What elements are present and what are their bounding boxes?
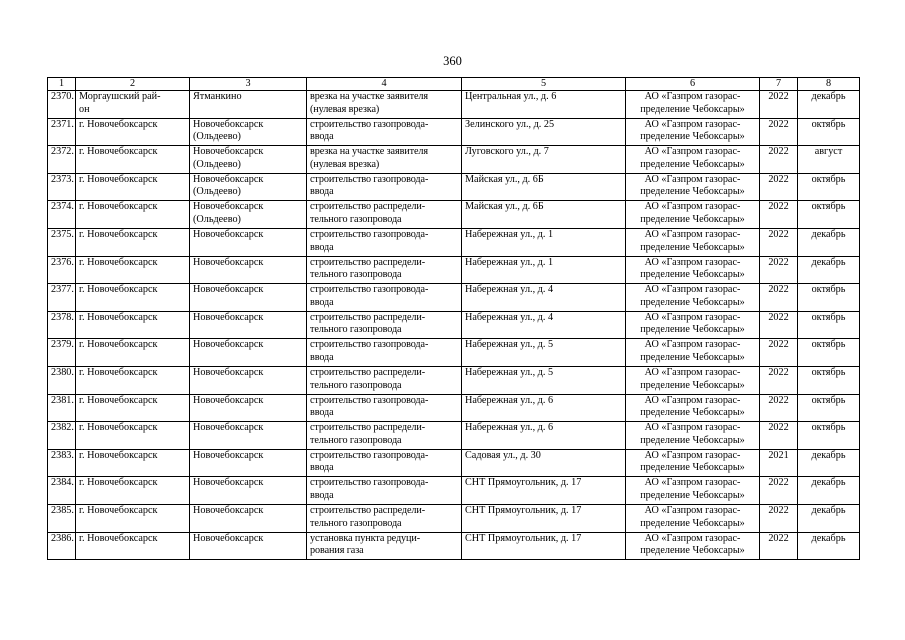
year-cell: 2022	[760, 366, 798, 394]
column-header: 2	[76, 78, 190, 91]
row-number-cell: 2374.	[48, 201, 76, 229]
settlement-cell: Новочебоксарск	[190, 228, 307, 256]
work-type-cell: строительство распредели- тельного газопровода	[307, 366, 462, 394]
address-cell: СНТ Прямоугольник, д. 17	[462, 504, 626, 532]
organization-cell: АО «Газпром газорас- пределение Чебоксары»	[626, 504, 760, 532]
settlement-cell: Новочебоксарск	[190, 311, 307, 339]
year-cell: 2022	[760, 256, 798, 284]
organization-cell: АО «Газпром газорас- пределение Чебоксары»	[626, 173, 760, 201]
year-cell: 2022	[760, 504, 798, 532]
work-type-cell: строительство газопровода- ввода	[307, 228, 462, 256]
district-cell: г. Новочебоксарск	[76, 284, 190, 312]
table-row	[48, 504, 860, 532]
organization-cell: АО «Газпром газорас- пределение Чебоксары»	[626, 256, 760, 284]
settlement-cell: Новочебоксарск (Ольдеево)	[190, 201, 307, 229]
work-type-cell: строительство газопровода- ввода	[307, 118, 462, 146]
year-cell: 2022	[760, 201, 798, 229]
district-cell: г. Новочебоксарск	[76, 228, 190, 256]
year-cell: 2022	[760, 228, 798, 256]
page-number: 360	[443, 54, 462, 68]
row-number-cell: 2381.	[48, 394, 76, 422]
address-cell: Садовая ул., д. 30	[462, 449, 626, 477]
column-header: 6	[626, 78, 760, 91]
row-number-cell: 2373.	[48, 173, 76, 201]
table-row	[48, 173, 860, 201]
table-row	[48, 532, 860, 560]
table-row	[48, 477, 860, 505]
year-cell: 2022	[760, 532, 798, 560]
settlement-cell: Новочебоксарск (Ольдеево)	[190, 173, 307, 201]
work-type-cell: строительство газопровода- ввода	[307, 339, 462, 367]
address-cell: Майская ул., д. 6Б	[462, 173, 626, 201]
month-cell: декабрь	[798, 449, 860, 477]
work-type-cell: установка пункта редуци- рования газа	[307, 532, 462, 560]
month-cell: октябрь	[798, 422, 860, 450]
work-type-cell: строительство газопровода- ввода	[307, 284, 462, 312]
organization-cell: АО «Газпром газорас- пределение Чебоксары»	[626, 532, 760, 560]
table-row	[48, 118, 860, 146]
work-type-cell: строительство газопровода- ввода	[307, 449, 462, 477]
year-cell: 2022	[760, 284, 798, 312]
district-cell: г. Новочебоксарск	[76, 422, 190, 450]
district-cell: Моргаушский рай- он	[76, 91, 190, 119]
organization-cell: АО «Газпром газорас- пределение Чебоксары»	[626, 201, 760, 229]
table-row	[48, 366, 860, 394]
settlement-cell: Новочебоксарск	[190, 532, 307, 560]
year-cell: 2021	[760, 449, 798, 477]
table-row	[48, 311, 860, 339]
month-cell: октябрь	[798, 201, 860, 229]
month-cell: декабрь	[798, 91, 860, 119]
table-row	[48, 256, 860, 284]
district-cell: г. Новочебоксарск	[76, 311, 190, 339]
row-number-cell: 2379.	[48, 339, 76, 367]
column-header: 3	[190, 78, 307, 91]
district-cell: г. Новочебоксарск	[76, 532, 190, 560]
table-header-row	[48, 78, 860, 91]
year-cell: 2022	[760, 311, 798, 339]
organization-cell: АО «Газпром газорас- пределение Чебоксары»	[626, 91, 760, 119]
work-type-cell: строительство распредели- тельного газопровода	[307, 201, 462, 229]
address-cell: Набережная ул., д. 5	[462, 366, 626, 394]
work-type-cell: строительство распредели- тельного газопровода	[307, 311, 462, 339]
year-cell: 2022	[760, 422, 798, 450]
month-cell: декабрь	[798, 228, 860, 256]
address-cell: Центральная ул., д. 6	[462, 91, 626, 119]
organization-cell: АО «Газпром газорас- пределение Чебоксары»	[626, 284, 760, 312]
year-cell: 2022	[760, 146, 798, 174]
address-cell: Майская ул., д. 6Б	[462, 201, 626, 229]
settlement-cell: Новочебоксарск	[190, 256, 307, 284]
row-number-cell: 2375.	[48, 228, 76, 256]
settlement-cell: Новочебоксарск	[190, 477, 307, 505]
row-number-cell: 2383.	[48, 449, 76, 477]
table-row	[48, 449, 860, 477]
row-number-cell: 2380.	[48, 366, 76, 394]
column-header: 1	[48, 78, 76, 91]
settlement-cell: Новочебоксарск (Ольдеево)	[190, 146, 307, 174]
settlement-cell: Новочебоксарск	[190, 394, 307, 422]
organization-cell: АО «Газпром газорас- пределение Чебоксары»	[626, 311, 760, 339]
work-type-cell: строительство газопровода- ввода	[307, 173, 462, 201]
year-cell: 2022	[760, 339, 798, 367]
month-cell: октябрь	[798, 339, 860, 367]
work-type-cell: врезка на участке заявителя (нулевая врезка)	[307, 91, 462, 119]
address-cell: СНТ Прямоугольник, д. 17	[462, 477, 626, 505]
settlement-cell: Новочебоксарск	[190, 284, 307, 312]
row-number-cell: 2378.	[48, 311, 76, 339]
table-row	[48, 339, 860, 367]
gasification-schedule-table	[47, 77, 860, 560]
district-cell: г. Новочебоксарск	[76, 118, 190, 146]
settlement-cell: Новочебоксарск	[190, 504, 307, 532]
table-row	[48, 394, 860, 422]
month-cell: октябрь	[798, 394, 860, 422]
table-row	[48, 91, 860, 119]
table-body	[48, 91, 860, 560]
address-cell: Набережная ул., д. 6	[462, 422, 626, 450]
settlement-cell: Новочебоксарск	[190, 339, 307, 367]
address-cell: Набережная ул., д. 5	[462, 339, 626, 367]
settlement-cell: Новочебоксарск	[190, 422, 307, 450]
organization-cell: АО «Газпром газорас- пределение Чебоксары»	[626, 394, 760, 422]
district-cell: г. Новочебоксарск	[76, 449, 190, 477]
row-number-cell: 2384.	[48, 477, 76, 505]
table-row	[48, 228, 860, 256]
work-type-cell: строительство газопровода- ввода	[307, 394, 462, 422]
row-number-cell: 2382.	[48, 422, 76, 450]
district-cell: г. Новочебоксарск	[76, 146, 190, 174]
address-cell: Набережная ул., д. 1	[462, 228, 626, 256]
table-row	[48, 201, 860, 229]
district-cell: г. Новочебоксарск	[76, 366, 190, 394]
work-type-cell: строительство распредели- тельного газопровода	[307, 256, 462, 284]
row-number-cell: 2376.	[48, 256, 76, 284]
organization-cell: АО «Газпром газорас- пределение Чебоксары»	[626, 118, 760, 146]
address-cell: Набережная ул., д. 4	[462, 284, 626, 312]
district-cell: г. Новочебоксарск	[76, 256, 190, 284]
organization-cell: АО «Газпром газорас- пределение Чебоксары»	[626, 146, 760, 174]
column-header: 4	[307, 78, 462, 91]
table-row	[48, 284, 860, 312]
month-cell: август	[798, 146, 860, 174]
row-number-cell: 2372.	[48, 146, 76, 174]
month-cell: октябрь	[798, 173, 860, 201]
organization-cell: АО «Газпром газорас- пределение Чебоксары»	[626, 449, 760, 477]
organization-cell: АО «Газпром газорас- пределение Чебоксары»	[626, 477, 760, 505]
settlement-cell: Ятманкино	[190, 91, 307, 119]
month-cell: октябрь	[798, 366, 860, 394]
month-cell: декабрь	[798, 477, 860, 505]
table-row	[48, 422, 860, 450]
table-row	[48, 146, 860, 174]
address-cell: Зелинского ул., д. 25	[462, 118, 626, 146]
district-cell: г. Новочебоксарск	[76, 477, 190, 505]
settlement-cell: Новочебоксарск	[190, 449, 307, 477]
organization-cell: АО «Газпром газорас- пределение Чебоксары»	[626, 228, 760, 256]
month-cell: декабрь	[798, 256, 860, 284]
row-number-cell: 2386.	[48, 532, 76, 560]
year-cell: 2022	[760, 91, 798, 119]
work-type-cell: строительство газопровода- ввода	[307, 477, 462, 505]
organization-cell: АО «Газпром газорас- пределение Чебоксары»	[626, 422, 760, 450]
district-cell: г. Новочебоксарск	[76, 504, 190, 532]
month-cell: декабрь	[798, 532, 860, 560]
district-cell: г. Новочебоксарск	[76, 173, 190, 201]
row-number-cell: 2385.	[48, 504, 76, 532]
column-header: 5	[462, 78, 626, 91]
month-cell: октябрь	[798, 311, 860, 339]
address-cell: Набережная ул., д. 1	[462, 256, 626, 284]
organization-cell: АО «Газпром газорас- пределение Чебоксары»	[626, 366, 760, 394]
work-type-cell: строительство распредели- тельного газопровода	[307, 422, 462, 450]
settlement-cell: Новочебоксарск (Ольдеево)	[190, 118, 307, 146]
organization-cell: АО «Газпром газорас- пределение Чебоксары»	[626, 339, 760, 367]
year-cell: 2022	[760, 173, 798, 201]
month-cell: октябрь	[798, 118, 860, 146]
year-cell: 2022	[760, 118, 798, 146]
row-number-cell: 2371.	[48, 118, 76, 146]
row-number-cell: 2377.	[48, 284, 76, 312]
column-header: 7	[760, 78, 798, 91]
address-cell: Набережная ул., д. 4	[462, 311, 626, 339]
month-cell: декабрь	[798, 504, 860, 532]
district-cell: г. Новочебоксарск	[76, 394, 190, 422]
work-type-cell: строительство распредели- тельного газопровода	[307, 504, 462, 532]
settlement-cell: Новочебоксарск	[190, 366, 307, 394]
row-number-cell: 2370.	[48, 91, 76, 119]
year-cell: 2022	[760, 477, 798, 505]
work-type-cell: врезка на участке заявителя (нулевая врезка)	[307, 146, 462, 174]
address-cell: Луговского ул., д. 7	[462, 146, 626, 174]
address-cell: СНТ Прямоугольник, д. 17	[462, 532, 626, 560]
column-header: 8	[798, 78, 860, 91]
district-cell: г. Новочебоксарск	[76, 201, 190, 229]
district-cell: г. Новочебоксарск	[76, 339, 190, 367]
address-cell: Набережная ул., д. 6	[462, 394, 626, 422]
year-cell: 2022	[760, 394, 798, 422]
month-cell: октябрь	[798, 284, 860, 312]
